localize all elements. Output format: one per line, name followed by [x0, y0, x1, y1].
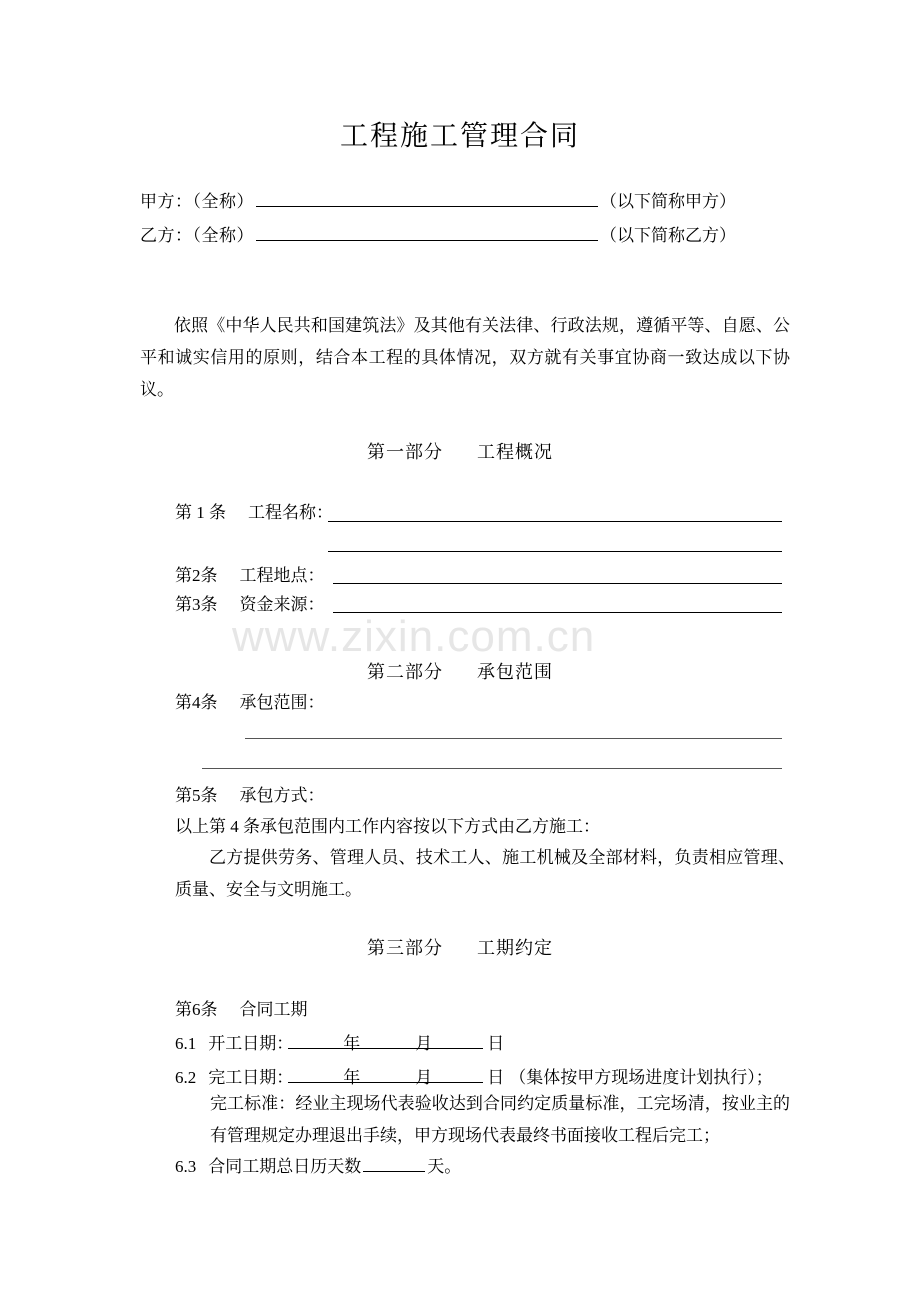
party-input-jiafang[interactable]: [256, 190, 598, 207]
clause-3-input-line[interactable]: [333, 612, 782, 613]
clause-row-6-1: [175, 1032, 509, 1054]
clause-6-2-label: 完工日期：: [208, 1068, 294, 1087]
party-row-jiafang: [140, 190, 736, 212]
clause-row-3: [175, 595, 325, 615]
clause-6-3-label: 合同工期总日历天数: [208, 1157, 362, 1176]
clause-6-2-number: 6.2: [175, 1068, 197, 1087]
clause-2-input-line[interactable]: [333, 583, 782, 584]
clause-1-number: 第 1 条: [175, 503, 226, 522]
clause-row-6: [175, 1000, 308, 1020]
clause-6-3-days-input[interactable]: [363, 1155, 425, 1172]
section-heading-1: [0, 438, 920, 464]
clause-1-label: 工程名称：: [248, 503, 333, 522]
clause-3-label: 资金来源：: [239, 595, 325, 614]
section-heading-3: [0, 934, 920, 960]
section-heading-2: [0, 658, 920, 684]
clause-row-6-2: [175, 1066, 773, 1088]
clause-4-number: 第4条: [175, 693, 218, 712]
clause-1-input-line-1[interactable]: [328, 521, 782, 522]
party-input-yifang[interactable]: [256, 224, 598, 241]
clause-6-2-year-unit: 年: [343, 1068, 361, 1087]
clause-6-1-day-unit: 日: [487, 1034, 505, 1053]
clause-row-2: [175, 566, 325, 586]
clause-2-label: 工程地点：: [239, 566, 325, 585]
clause-4-label: 承包范围：: [239, 693, 325, 712]
clause-6-1-day-input[interactable]: [439, 1032, 483, 1049]
clause-6-2-month-unit: 月: [415, 1068, 433, 1087]
clause-6-1-year-input[interactable]: [295, 1032, 339, 1049]
clause-6-number: 第6条: [175, 1000, 218, 1019]
clause-5-label: 承包方式：: [239, 786, 325, 805]
section-2-number: 第二部分: [367, 662, 443, 682]
party-row-yifang: [140, 224, 736, 246]
clause-1-input-line-2[interactable]: [328, 551, 782, 552]
clause-5-number: 第5条: [175, 786, 218, 805]
page-title: 工程施工管理合同: [339, 120, 580, 151]
clause-6-2-month-input[interactable]: [367, 1066, 411, 1083]
clause-6-1-number: 6.1: [175, 1034, 197, 1053]
clause-2-number: 第2条: [175, 566, 218, 585]
clause-6-label: 合同工期: [239, 1000, 308, 1019]
clause-row-1: [175, 503, 333, 523]
clause-6-2-day-input[interactable]: [439, 1066, 483, 1083]
watermark-text: www.zixin.com.cn: [232, 612, 596, 661]
clause-6-1-label: 开工日期：: [208, 1034, 294, 1053]
clause-row-6-3: [175, 1155, 461, 1177]
clause-6-2-date-underline[interactable]: [288, 1082, 454, 1083]
clause-6-2-note: （集体按甲方现场进度计划执行）；: [509, 1068, 773, 1087]
clause-6-2-year-input[interactable]: [295, 1066, 339, 1083]
clause-5-body-line-2: 乙方提供劳务、管理人员、技术工人、施工机械及全部材料，负责相应管理、质量、安全与文明施工。: [175, 848, 795, 899]
clause-row-5: [175, 786, 325, 806]
clause-6-1-month-unit: 月: [415, 1034, 433, 1053]
party-suffix-yifang: （以下简称乙方）: [600, 226, 736, 245]
clause-6-2-standard: [210, 1088, 790, 1152]
party-label-jiafang: 甲方：（全称）: [140, 192, 254, 211]
clause-6-1-date-underline[interactable]: [288, 1048, 454, 1049]
section-3-name: 工期约定: [477, 938, 553, 958]
clause-6-2-standard-label: 完工标准：: [210, 1094, 296, 1113]
clause-3-number: 第3条: [175, 595, 218, 614]
clause-4-input-line-2[interactable]: [202, 768, 782, 769]
party-label-yifang: 乙方：（全称）: [140, 226, 254, 245]
clause-6-1-month-input[interactable]: [367, 1032, 411, 1049]
clause-6-1-year-unit: 年: [343, 1034, 361, 1053]
clause-5-body-line-1: 以上第 4 条承包范围内工作内容按以下方式由乙方施工：: [175, 817, 600, 836]
clause-4-input-line-1[interactable]: [245, 738, 782, 739]
clause-6-2-standard-text: 经业主现场代表验收达到合同约定质量标准，工完场清，按业主的有管理规定办理退出手续，甲方现场代表最终书面接收工程后完工；: [210, 1094, 791, 1145]
preamble-paragraph: 依照《中华人民共和国建筑法》及其他有关法律、行政法规，遵循平等、自愿、公平和诚实信用的原则，结合本工程的具体情况，双方就有关事宜协商一致达成以下协议。: [140, 316, 790, 399]
party-suffix-jiafang: （以下简称甲方）: [600, 192, 736, 211]
section-1-number: 第一部分: [367, 442, 443, 462]
clause-6-2-day-unit: 日: [487, 1068, 505, 1087]
clause-row-4: [175, 693, 325, 713]
section-1-name: 工程概况: [477, 442, 553, 462]
clause-6-3-unit: 天。: [427, 1157, 462, 1176]
section-2-name: 承包范围: [477, 662, 553, 682]
section-3-number: 第三部分: [367, 938, 443, 958]
clause-6-3-number: 6.3: [175, 1157, 197, 1176]
